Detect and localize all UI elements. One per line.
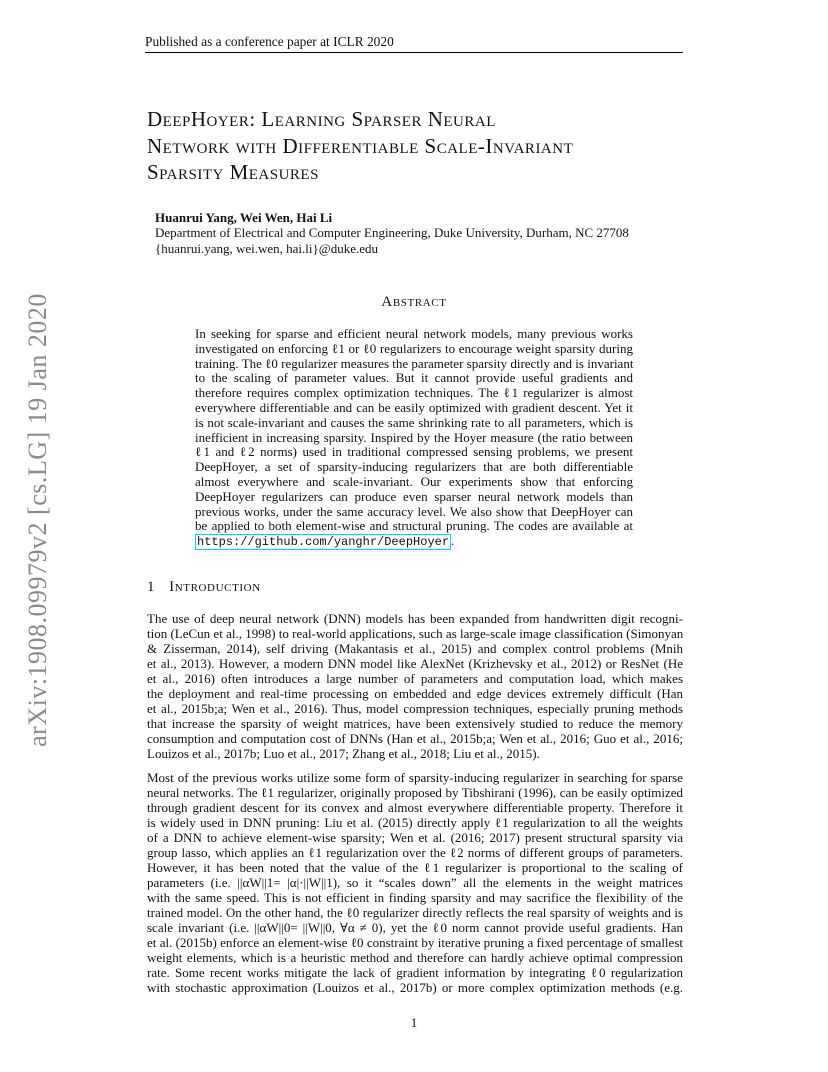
- code-url-link[interactable]: https://github.com/yanghr/DeepHoyer: [197, 535, 450, 550]
- intro-paragraph-1: [147, 611, 683, 761]
- abstract-body: [195, 327, 633, 549]
- arxiv-stamp: [8, 290, 68, 750]
- paragraph-line: the deployment and real-time processing on embedded and edge devices extremely difficult (Han: [147, 686, 683, 701]
- paragraph-line: et al., 2013). However, a modern DNN model like AlexNet (Krizhevsky et al., 2012) or ResNet (He: [147, 656, 683, 671]
- running-head: Published as a conference paper at ICLR 2020: [145, 34, 394, 49]
- email-line: {huanrui.yang, wei.wen, hai.li}@duke.edu: [155, 241, 379, 256]
- paragraph-line: through gradient descent for its convex and almost everywhere differentiable property. Therefore it: [147, 800, 683, 815]
- paragraph-line: group lasso, which applies an ℓ1 regularization over the ℓ2 norms of different groups of parameters.: [147, 845, 683, 860]
- abstract-line: In seeking for sparse and efficient neural network models, many previous works: [195, 326, 633, 341]
- author-affiliation: [155, 225, 695, 257]
- paragraph-line: parameters (i.e. ||αW||1= |α|·||W||1), so it “scales down” all the elements in the weight matrices: [147, 875, 683, 890]
- abstract-line: inefficient in increasing sparsity. Inspired by the Hoyer measure (the ratio between: [195, 429, 633, 445]
- paragraph-line: rate. Some recent works mitigate the lack of gradient information by integrating ℓ0 regularization: [147, 965, 683, 980]
- paragraph-line: scale invariant (i.e. ||αW||0= ||W||0, ∀α ≠ 0), yet the ℓ0 norm cannot provide useful gradients. Han: [147, 920, 683, 935]
- section-number: 1: [147, 579, 156, 595]
- abstract-line: training. The ℓ0 regularizer measures the parameter sparsity directly and is invariant: [195, 355, 634, 371]
- paragraph-line: The use of deep neural network (DNN) models has been expanded from handwritten digit recogni-: [147, 611, 683, 626]
- abstract-line: everywhere differentiable and can be easily optimized with gradient descent. Yet it: [195, 399, 633, 415]
- paragraph-line: et al., 2015b;a; Wen et al., 2016). Thus, model compression techniques, especially pruning methods: [147, 701, 683, 716]
- paragraph-line: is widely used in DNN pruning: Liu et al. (2015) directly apply ℓ1 regularization to all the weights: [147, 815, 683, 830]
- abstract-line: ℓ1 and ℓ2 norms) used in traditional compressed sensing problems, we present: [195, 444, 633, 460]
- title-line: Sparsity Measures: [147, 160, 319, 184]
- paragraph-line: & Zisserman, 2014), self driving (Makantasis et al., 2015) and complex control problems (Mnih: [147, 641, 683, 656]
- abstract-line: therefore requires complex optimization techniques. The ℓ1 regularizer is almost: [195, 385, 633, 401]
- paragraph-line: weight elements, which is a heuristic method and therefore can hardly achieve optimal compression: [147, 950, 683, 965]
- page-number: 1: [410, 1015, 418, 1030]
- paragraph-line: tion (LeCun et al., 1998) to real-world applications, such as large-scale image classification (Simonyan: [147, 626, 684, 641]
- section-heading: [147, 579, 261, 596]
- header-rule: [145, 52, 683, 53]
- abstract-url-line: https://github.com/yanghr/DeepHoyer .: [197, 533, 455, 550]
- paragraph-line: neural networks. The ℓ1 regularizer, originally proposed by Tibshirani (1996), can be easily optimized: [147, 785, 683, 800]
- abstract-line: be applied to both element-wise and structural pruning. The codes are available at: [195, 518, 633, 534]
- paragraph-line: of a DNN to achieve element-wise sparsity; Wen et al. (2016; 2017) present structural sparsity via: [147, 830, 683, 845]
- abstract-line: DeepHoyer, a set of sparsity-inducing regularizers that are both differentiable: [195, 459, 633, 475]
- section-title: Introduction: [169, 579, 261, 595]
- paragraph-line: et al., 2016) often introduces a large number of parameters and computation load, which makes: [147, 671, 683, 686]
- paragraph-line: with stochastic approximation (Louizos et al., 2017b) or more complex optimization methods (e.g.: [147, 980, 683, 995]
- abstract-line: is not scale-invariant and causes the same shrinking rate to all parameters, which is: [195, 414, 633, 430]
- title-line: Network with Differentiable Scale-Invariant: [147, 133, 574, 158]
- intro-paragraph-2: [147, 770, 683, 995]
- paper-title: [147, 106, 707, 186]
- paragraph-line: However, it has been noted that the value of the ℓ1 regularizer is proportional to the scaling of: [147, 860, 683, 875]
- paragraph-line: Louizos et al., 2017b; Luo et al., 2017; Zhang et al., 2018; Liu et al., 2015).: [147, 746, 540, 761]
- paragraph-line: consumption and computation cost of DNNs (Han et al., 2015b;a; Wen et al., 2016; Guo et al., 2016;: [147, 731, 683, 746]
- paragraph-line: that increase the sparsity of weight matrices, have been extensively studied to reduce the memory: [147, 716, 683, 731]
- abstract-line: DeepHoyer regularizers can produce even sparser neural network models than: [195, 488, 633, 504]
- arxiv-stamp-text: arXiv:1908.09979v2 [cs.LG] 19 Jan 2020: [23, 293, 52, 747]
- abstract-line: investigated on enforcing ℓ1 or ℓ0 regularizers to encourage weight sparsity during: [195, 340, 633, 356]
- paragraph-line: Most of the previous works utilize some form of sparsity-inducing regularizer in searching for sparse: [147, 770, 683, 785]
- author-names: Huanrui Yang, Wei Wen, Hai Li: [155, 210, 333, 225]
- paragraph-line: trained model. On the other hand, the ℓ0 regularizer directly reflects the real sparsity of weights and is: [147, 905, 683, 920]
- title-line: DeepHoyer: Learning Sparser Neural: [147, 107, 496, 131]
- paragraph-line: et al. (2015b) enforce an element-wise ℓ0 constraint by iterative pruning a fixed percentage of smallest: [147, 935, 683, 950]
- abstract-heading: Abstract: [381, 294, 447, 310]
- paragraph-line: with the same speed. This is not efficient in finding sparsity and may sacrifice the flexibility of the: [147, 890, 683, 905]
- abstract-line: to the scaling of parameter values. But it cannot provide useful gradients and: [195, 370, 633, 386]
- abstract-line: almost everywhere and scale-invariant. Our experiments show that enforcing: [195, 473, 633, 489]
- abstract-line: previous works, under the same accuracy level. We also show that DeepHoyer can: [195, 503, 633, 519]
- affiliation-line: Department of Electrical and Computer Engineering, Duke University, Durham, NC 27708: [155, 225, 629, 240]
